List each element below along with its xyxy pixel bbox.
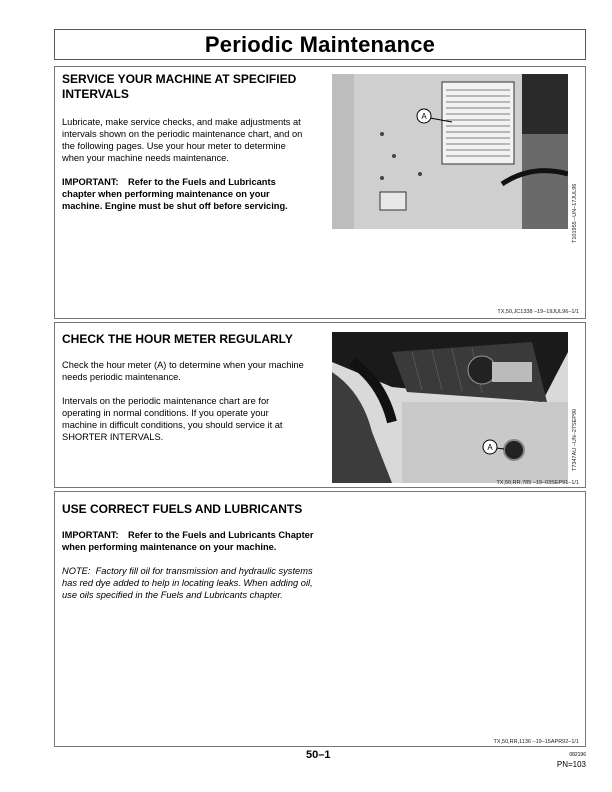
footer-pn: PN=103 — [556, 760, 586, 769]
section-heading: SERVICE YOUR MACHINE AT SPECIFIED INTERVALS — [62, 72, 297, 101]
title-box — [54, 29, 586, 60]
note-label: NOTE: — [62, 566, 91, 576]
important-note — [62, 176, 304, 212]
maintenance-chart-photo — [332, 74, 568, 229]
important-text: Refer to the Fuels and Lubricants Chapter when performing maintenance on your machine. — [62, 530, 314, 552]
note — [62, 565, 322, 601]
section-text — [62, 332, 304, 443]
section-heading: CHECK THE HOUR METER REGULARLY — [62, 332, 293, 346]
section-reference: TX,50,JC1338 –19–19JUL96–1/1 — [497, 309, 579, 315]
dashboard-illustration — [332, 332, 568, 483]
section-hour-meter — [54, 322, 586, 488]
section-body-2: Intervals on the periodic maintenance chart are for operating in normal conditions. If you operate your machine in difficult conditions, you should service it at SHORTER INTERVALS. — [62, 396, 283, 442]
engine-compartment-illustration — [332, 74, 568, 229]
section-reference: TX,50,RR,1136 –19–15APR92–1/1 — [493, 739, 579, 745]
photo-code: T7347AU –UN–27SEP90 — [572, 408, 578, 471]
section-body-1: Check the hour meter (A) to determine when your machine needs periodic maintenance. — [62, 360, 304, 382]
callout-a-label: A — [487, 443, 493, 452]
hour-meter-photo — [332, 332, 568, 483]
photo-code: T101955 –UN–17JUL96 — [572, 183, 578, 243]
section-text — [62, 502, 322, 601]
section-service-intervals — [54, 66, 586, 319]
footer-code: 082196 — [569, 752, 586, 758]
callout-a-label: A — [421, 112, 427, 121]
section-fuels-lubricants — [54, 491, 586, 747]
important-label: IMPORTANT: — [62, 177, 119, 187]
important-label: IMPORTANT: — [62, 530, 119, 540]
section-heading: USE CORRECT FUELS AND LUBRICANTS — [62, 502, 303, 516]
note-text: Factory fill oil for transmission and hydraulic systems has red dye added to help in locating leaks. When adding oil, use oils specified in the Fuels and Lubricants chapter. — [62, 566, 313, 600]
important-note — [62, 529, 322, 553]
page-number: 50–1 — [306, 749, 331, 761]
important-text: Refer to the Fuels and Lubricants chapter when performing maintenance on your machine. Engine must be shut off before servicing. — [62, 177, 288, 211]
section-reference: TX,50,RR,785 –19–03SEP91–1/1 — [496, 480, 579, 486]
section-text — [62, 72, 304, 212]
page-title: Periodic Maintenance — [204, 31, 436, 57]
section-body: Lubricate, make service checks, and make adjustments at intervals shown on the periodic maintenance chart, and on the following pages. Use your hour meter to determine when your machine needs maintenance. — [62, 117, 303, 163]
